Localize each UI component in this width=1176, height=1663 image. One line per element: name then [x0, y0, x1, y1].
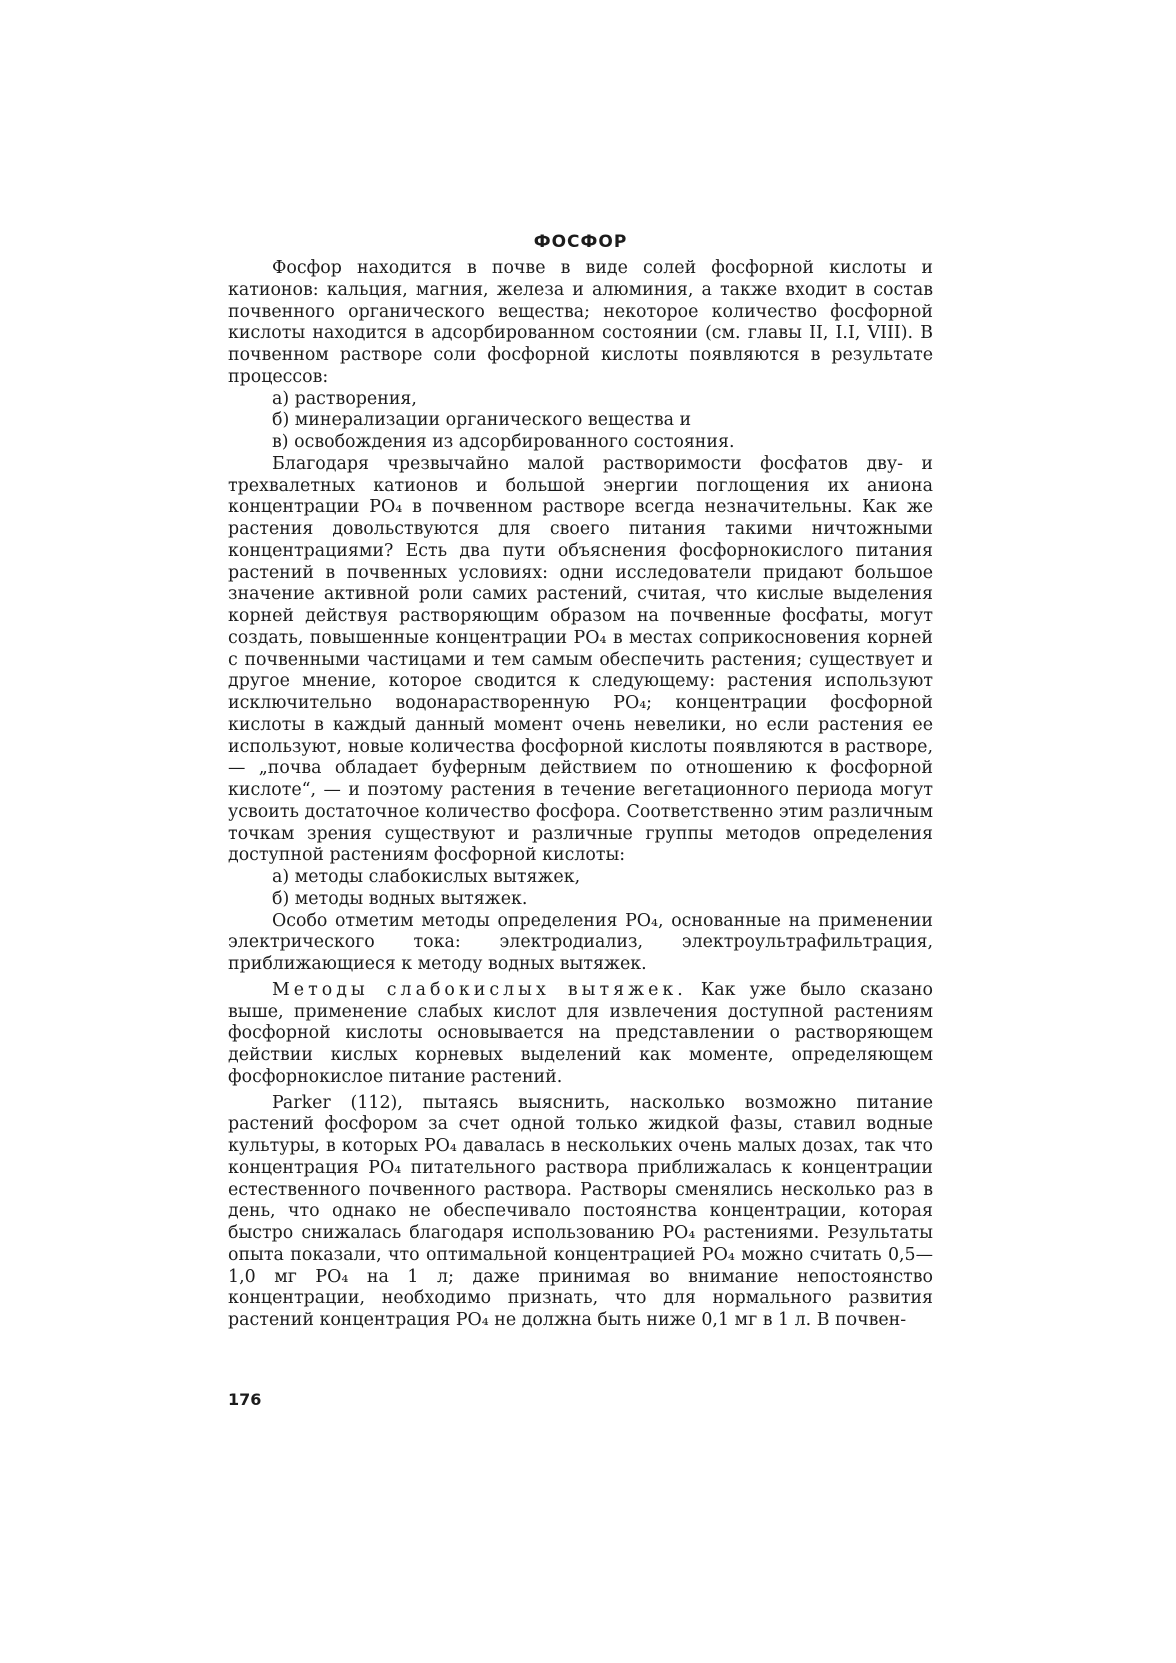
- page-number: 176: [228, 1390, 262, 1409]
- paragraph-concentrations: Благодаря чрезвычайно малой растворимости фосфатов дву- и трехвалетных катионов и большой энергии поглощения их аниона концентрации PO₄ в почвенном растворе всегда незначительны. Как же растения довольствуются для своего питания такими ничтожными концентрациями? Есть два пути объяснения фосфорнокислого питания растений в почвенных условиях: одни исследователи придают большое значение активной роли самих растений, считая, что кислые выделения корней действуя растворяющим образом на почвенные фосфаты, могут создать, повышенные концентрации PO₄ в местах соприкосновения корней с почвенными частицами и тем самым обеспечить растения; существует и другое мнение, которое сводится к следующему: растения используют исключительно водонарастворенную PO₄; концентрации фосфорной кислоты в каждый данный момент очень невелики, но если растения ее используют, новые количества фосфорной кислоты появляются в растворе, — „почва обладает буферным действием по отношению к фосфорной кислоте“, — и поэтому растения в течение вегетационного периода могут усвоить достаточное количество фосфора. Соответственно этим различным точкам зрения существуют и различные группы методов определения доступной растениям фосфорной кислоты:: [228, 453, 933, 866]
- subsection-heading: Методы слабокислых вытяжек.: [272, 979, 687, 1000]
- list-item: б) методы водных вытяжек.: [272, 888, 528, 909]
- paragraph-text: Как уже было сказано выше, применение слабых кислот для извлечения доступной растениям фосфорной кислоты основывается на представлении о растворяющем действии кислых корневых выделений как моменте, определяющем фосфорнокислое питание растений.: [228, 979, 933, 1087]
- list-item: а) методы слабокислых вытяжек,: [272, 867, 581, 887]
- section-title: ФОСФОР: [533, 232, 628, 252]
- paragraph-intro: Фосфор находится в почве в виде солей фосфорной кислоты и катионов: кальция, магния, железа и алюминия, а также входит в состав почвенного органического вещества; некоторое количество фосфорной кислоты находится в адсорбированном состоянии (см. главы II, I.I, VIII). В почвенном растворе соли фосфорной кислоты появляются в результате процессов:: [228, 258, 933, 387]
- paragraph-parker: Parker (112), пытаясь выяснить, насколько возможно питание растений фосфором за счет одной только жидкой фазы, ставил водные культуры, в которых PO₄ давалась в нескольких очень малых дозах, так что концентрация PO₄ питательного раствора приближалась к концентрации естественного почвенного раствора. Растворы сменялись несколько раз в день, что однако не обеспечивало постоянства концентрации, которая быстро снижалась благодаря использованию PO₄ растениями. Результаты опыта показали, что оптимальной концентрацией PO₄ можно считать 0,5—1,0 мг PO₄ на 1 л; даже принимая во внимание непостоянство концентрации, необходимо признать, что для нормального развития растений концентрация PO₄ не должна быть ниже 0,1 мг в 1 л. В почвен-: [228, 1092, 933, 1330]
- list-item: в) освобождения из адсорбированного состояния.: [272, 432, 735, 452]
- list-item: б) минерализации органического вещества и: [272, 410, 692, 431]
- list-item: а) растворения,: [272, 388, 417, 409]
- paragraph-weak-acid-methods: [228, 980, 933, 1089]
- page-body: [228, 232, 933, 1332]
- paragraph-electric-methods: Особо отметим методы определения PO₄, основанные на применении электрического тока: электродиализ, электроультрафильтрация, приближающиеся к методу водных вытяжек.: [228, 910, 933, 974]
